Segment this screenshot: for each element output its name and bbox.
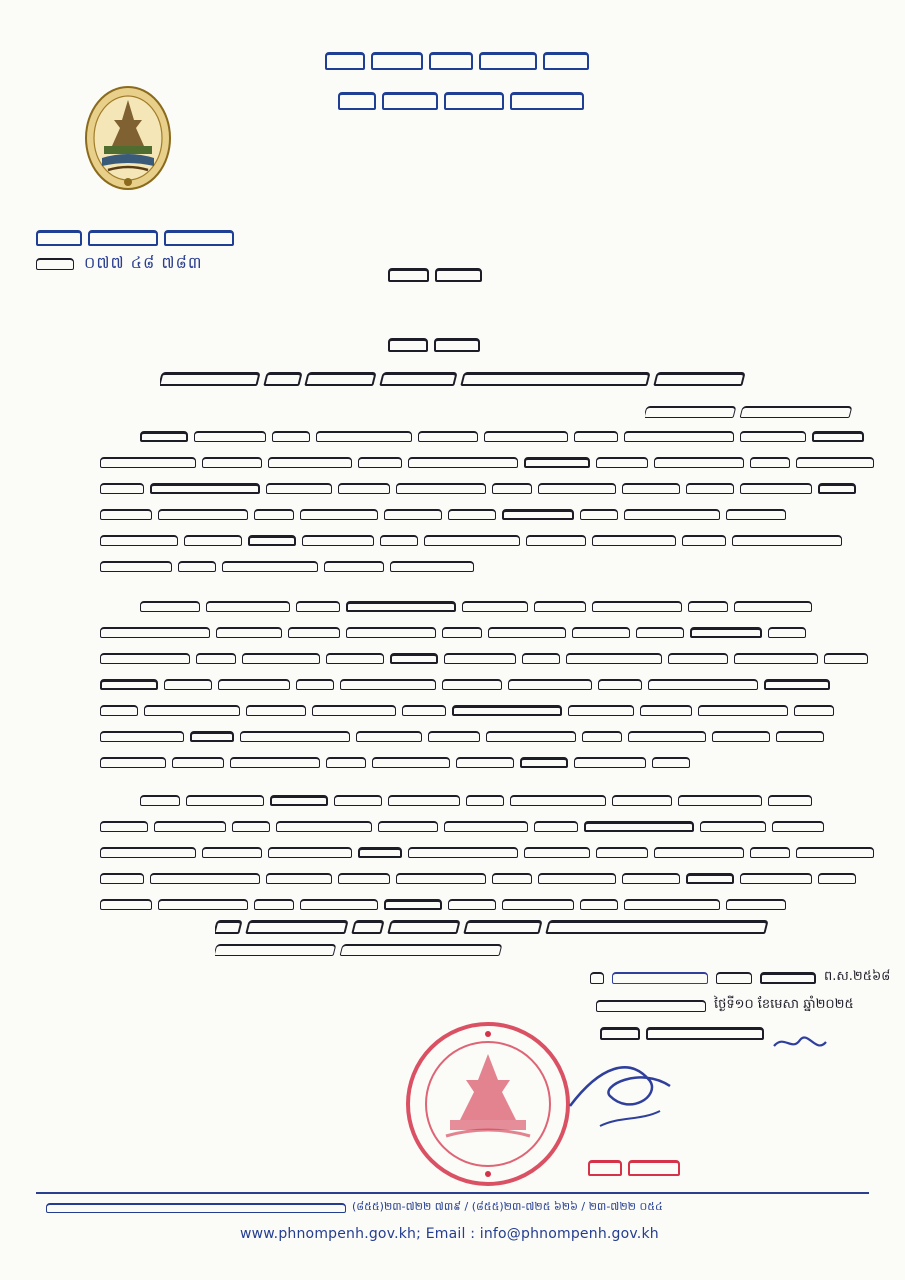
body-word-glyph bbox=[424, 535, 520, 546]
body-word-glyph bbox=[372, 757, 450, 768]
body-word-glyph bbox=[442, 679, 502, 690]
body-word-glyph bbox=[268, 847, 352, 858]
handwritten-signature-icon bbox=[560, 1026, 680, 1146]
body-word-glyph bbox=[346, 627, 436, 638]
body-word-glyph bbox=[326, 757, 366, 768]
body-word-glyph bbox=[538, 873, 616, 884]
lunar-date-line bbox=[590, 968, 890, 987]
body-word-glyph bbox=[296, 679, 334, 690]
body-word-glyph bbox=[592, 535, 676, 546]
body-text-line bbox=[140, 424, 880, 442]
body-word-glyph bbox=[538, 483, 616, 494]
body-word-glyph bbox=[242, 653, 320, 664]
body-text-line bbox=[100, 476, 880, 494]
signature-initial-icon bbox=[770, 1028, 830, 1058]
body-word-glyph bbox=[654, 457, 744, 468]
body-word-glyph bbox=[324, 561, 384, 572]
body-word-glyph bbox=[452, 705, 562, 716]
body-word-glyph bbox=[628, 731, 706, 742]
body-word-glyph bbox=[486, 731, 576, 742]
footer-website-email: www.phnompenh.gov.kh; Email : info@phnompenh.gov.kh bbox=[240, 1226, 659, 1242]
body-word-glyph bbox=[462, 601, 528, 612]
body-word-glyph bbox=[824, 653, 868, 664]
body-word-glyph bbox=[734, 653, 818, 664]
body-word-glyph bbox=[196, 653, 236, 664]
body-word-glyph bbox=[502, 899, 574, 910]
body-word-glyph bbox=[796, 457, 874, 468]
body-text-line bbox=[100, 698, 880, 716]
body-word-glyph bbox=[316, 431, 412, 442]
body-word-glyph bbox=[186, 795, 264, 806]
body-word-glyph bbox=[254, 899, 294, 910]
body-word-glyph bbox=[190, 731, 234, 742]
body-word-glyph bbox=[140, 795, 180, 806]
body-word-glyph bbox=[100, 899, 152, 910]
body-word-glyph bbox=[300, 509, 378, 520]
body-word-glyph bbox=[772, 821, 824, 832]
body-word-glyph bbox=[448, 899, 496, 910]
body-word-glyph bbox=[358, 457, 402, 468]
body-word-glyph bbox=[248, 535, 296, 546]
body-word-glyph bbox=[690, 627, 762, 638]
body-word-glyph bbox=[444, 821, 528, 832]
body-word-glyph bbox=[150, 483, 260, 494]
body-word-glyph bbox=[572, 627, 630, 638]
body-word-glyph bbox=[648, 679, 758, 690]
body-word-glyph bbox=[700, 821, 766, 832]
buddhist-year: ព.ស.២៥៦៨ bbox=[824, 969, 891, 984]
body-word-glyph bbox=[140, 431, 188, 442]
body-word-glyph bbox=[254, 509, 294, 520]
body-word-glyph bbox=[158, 509, 248, 520]
body-word-glyph bbox=[442, 627, 482, 638]
body-word-glyph bbox=[390, 653, 438, 664]
body-word-glyph bbox=[246, 705, 306, 716]
body-word-glyph bbox=[636, 627, 684, 638]
body-text-line bbox=[100, 450, 880, 468]
body-word-glyph bbox=[574, 431, 618, 442]
body-word-glyph bbox=[740, 431, 806, 442]
footer-address-line bbox=[46, 1200, 663, 1216]
body-text-line bbox=[100, 892, 880, 910]
body-word-glyph bbox=[444, 653, 516, 664]
body-word-glyph bbox=[510, 795, 606, 806]
body-word-glyph bbox=[568, 705, 634, 716]
body-word-glyph bbox=[418, 431, 478, 442]
body-word-glyph bbox=[384, 509, 442, 520]
body-word-glyph bbox=[732, 535, 842, 546]
body-word-glyph bbox=[640, 705, 692, 716]
body-text-line bbox=[100, 724, 880, 742]
body-word-glyph bbox=[622, 873, 680, 884]
body-word-glyph bbox=[100, 483, 144, 494]
body-word-glyph bbox=[492, 873, 532, 884]
body-word-glyph bbox=[624, 899, 720, 910]
body-word-glyph bbox=[100, 821, 148, 832]
municipal-seal-icon bbox=[404, 1020, 572, 1188]
body-word-glyph bbox=[384, 899, 442, 910]
body-word-glyph bbox=[194, 431, 266, 442]
body-word-glyph bbox=[502, 509, 574, 520]
body-word-glyph bbox=[768, 795, 812, 806]
body-word-glyph bbox=[534, 601, 586, 612]
body-word-glyph bbox=[580, 899, 618, 910]
body-text-line bbox=[100, 672, 880, 690]
footer-rule bbox=[36, 1192, 869, 1194]
body-word-glyph bbox=[750, 847, 790, 858]
letter-type-heading bbox=[388, 262, 488, 282]
body-word-glyph bbox=[390, 561, 474, 572]
body-text-line bbox=[140, 788, 880, 806]
salutation-line bbox=[388, 332, 488, 352]
body-text-line bbox=[100, 620, 880, 638]
body-word-glyph bbox=[768, 627, 806, 638]
body-word-glyph bbox=[712, 731, 770, 742]
body-word-glyph bbox=[466, 795, 504, 806]
body-word-glyph bbox=[184, 535, 242, 546]
body-word-glyph bbox=[154, 821, 226, 832]
body-word-glyph bbox=[740, 483, 812, 494]
body-word-glyph bbox=[334, 795, 382, 806]
body-word-glyph bbox=[268, 457, 352, 468]
body-word-glyph bbox=[584, 821, 694, 832]
body-text-line bbox=[100, 502, 880, 520]
body-word-glyph bbox=[764, 679, 830, 690]
body-word-glyph bbox=[266, 483, 332, 494]
body-word-glyph bbox=[624, 509, 720, 520]
body-word-glyph bbox=[380, 535, 418, 546]
body-word-glyph bbox=[100, 705, 138, 716]
body-word-glyph bbox=[402, 705, 446, 716]
body-word-glyph bbox=[100, 731, 184, 742]
body-word-glyph bbox=[408, 457, 518, 468]
body-word-glyph bbox=[678, 795, 762, 806]
body-word-glyph bbox=[654, 847, 744, 858]
body-word-glyph bbox=[338, 873, 390, 884]
body-text-line bbox=[100, 866, 880, 884]
body-word-glyph bbox=[158, 899, 248, 910]
body-word-glyph bbox=[428, 731, 480, 742]
closing-line-1 bbox=[215, 912, 840, 934]
body-word-glyph bbox=[668, 653, 728, 664]
body-text-line bbox=[100, 528, 880, 546]
body-word-glyph bbox=[682, 535, 726, 546]
body-word-glyph bbox=[740, 873, 812, 884]
body-word-glyph bbox=[818, 483, 856, 494]
recipient-line bbox=[160, 364, 750, 386]
body-word-glyph bbox=[150, 873, 260, 884]
body-word-glyph bbox=[582, 731, 622, 742]
body-word-glyph bbox=[796, 847, 874, 858]
body-word-glyph bbox=[456, 757, 514, 768]
body-word-glyph bbox=[100, 535, 178, 546]
body-word-glyph bbox=[266, 873, 332, 884]
body-word-glyph bbox=[726, 899, 786, 910]
body-word-glyph bbox=[734, 601, 812, 612]
body-word-glyph bbox=[202, 457, 262, 468]
body-word-glyph bbox=[100, 757, 166, 768]
body-word-glyph bbox=[794, 705, 834, 716]
reference-number: ០៧៧ ៤៨ ៧៨៣ bbox=[84, 253, 203, 272]
body-text-line bbox=[100, 750, 760, 768]
body-word-glyph bbox=[776, 731, 824, 742]
body-word-glyph bbox=[686, 873, 734, 884]
body-word-glyph bbox=[100, 561, 172, 572]
body-word-glyph bbox=[396, 873, 486, 884]
body-word-glyph bbox=[624, 431, 734, 442]
body-word-glyph bbox=[520, 757, 568, 768]
body-word-glyph bbox=[574, 757, 646, 768]
body-word-glyph bbox=[818, 873, 856, 884]
body-word-glyph bbox=[356, 731, 422, 742]
body-word-glyph bbox=[812, 431, 864, 442]
body-word-glyph bbox=[534, 821, 578, 832]
body-word-glyph bbox=[216, 627, 282, 638]
solar-date: ថ្ងៃទី១០ ខែមេសា ឆ្នាំ២០២៥ bbox=[714, 997, 854, 1012]
closing-line-2 bbox=[215, 936, 515, 956]
body-word-glyph bbox=[232, 821, 270, 832]
body-word-glyph bbox=[524, 847, 590, 858]
body-word-glyph bbox=[100, 873, 144, 884]
body-word-glyph bbox=[272, 431, 310, 442]
body-word-glyph bbox=[750, 457, 790, 468]
body-text-line bbox=[100, 646, 880, 664]
body-word-glyph bbox=[296, 601, 340, 612]
body-word-glyph bbox=[448, 509, 496, 520]
reference-label-glyph bbox=[36, 258, 74, 270]
body-word-glyph bbox=[178, 561, 216, 572]
body-word-glyph bbox=[100, 509, 152, 520]
body-word-glyph bbox=[172, 757, 224, 768]
body-word-glyph bbox=[326, 653, 384, 664]
phnom-penh-emblem-icon bbox=[84, 86, 172, 192]
reference-number-row bbox=[36, 252, 203, 276]
body-word-glyph bbox=[100, 679, 158, 690]
body-text-line bbox=[140, 594, 880, 612]
body-word-glyph bbox=[100, 457, 196, 468]
body-word-glyph bbox=[612, 795, 672, 806]
body-word-glyph bbox=[358, 847, 402, 858]
body-word-glyph bbox=[302, 535, 374, 546]
body-word-glyph bbox=[652, 757, 690, 768]
body-word-glyph bbox=[346, 601, 456, 612]
body-word-glyph bbox=[300, 899, 378, 910]
body-word-glyph bbox=[408, 847, 518, 858]
body-word-glyph bbox=[378, 821, 438, 832]
body-word-glyph bbox=[592, 601, 682, 612]
body-word-glyph bbox=[686, 483, 734, 494]
body-word-glyph bbox=[222, 561, 318, 572]
body-word-glyph bbox=[206, 601, 290, 612]
footer-phone-numbers: (៨៥៥)២៣-៧២២ ៧៣៩ / (៨៥៥)២៣-៧២៥ ៦២៦ / ២៣-៧២២ ០៥៤ bbox=[352, 1200, 663, 1213]
body-word-glyph bbox=[492, 483, 532, 494]
body-word-glyph bbox=[140, 601, 200, 612]
body-word-glyph bbox=[270, 795, 328, 806]
body-word-glyph bbox=[164, 679, 212, 690]
body-word-glyph bbox=[566, 653, 662, 664]
body-word-glyph bbox=[276, 821, 372, 832]
body-word-glyph bbox=[688, 601, 728, 612]
respect-line bbox=[645, 398, 865, 418]
body-word-glyph bbox=[526, 535, 586, 546]
motto-line bbox=[338, 86, 598, 110]
body-word-glyph bbox=[100, 627, 210, 638]
body-word-glyph bbox=[596, 847, 648, 858]
body-word-glyph bbox=[388, 795, 460, 806]
body-word-glyph bbox=[100, 847, 196, 858]
body-word-glyph bbox=[726, 509, 786, 520]
body-text-line bbox=[100, 554, 520, 572]
body-word-glyph bbox=[522, 653, 560, 664]
body-word-glyph bbox=[524, 457, 590, 468]
body-text-line bbox=[100, 814, 880, 832]
body-text-line bbox=[100, 840, 880, 858]
kingdom-name-line bbox=[325, 48, 595, 70]
body-word-glyph bbox=[698, 705, 788, 716]
body-word-glyph bbox=[202, 847, 262, 858]
body-word-glyph bbox=[288, 627, 340, 638]
signatory-name bbox=[588, 1152, 698, 1176]
body-word-glyph bbox=[312, 705, 396, 716]
body-word-glyph bbox=[240, 731, 350, 742]
body-word-glyph bbox=[396, 483, 486, 494]
body-word-glyph bbox=[218, 679, 290, 690]
body-word-glyph bbox=[622, 483, 680, 494]
body-word-glyph bbox=[488, 627, 566, 638]
body-word-glyph bbox=[596, 457, 648, 468]
body-word-glyph bbox=[338, 483, 390, 494]
body-word-glyph bbox=[340, 679, 436, 690]
body-word-glyph bbox=[598, 679, 642, 690]
body-word-glyph bbox=[580, 509, 618, 520]
body-word-glyph bbox=[100, 653, 190, 664]
body-word-glyph bbox=[508, 679, 592, 690]
solar-date-line bbox=[596, 996, 854, 1015]
body-word-glyph bbox=[484, 431, 568, 442]
administration-name-line bbox=[36, 224, 256, 246]
body-word-glyph bbox=[230, 757, 320, 768]
body-word-glyph bbox=[144, 705, 240, 716]
